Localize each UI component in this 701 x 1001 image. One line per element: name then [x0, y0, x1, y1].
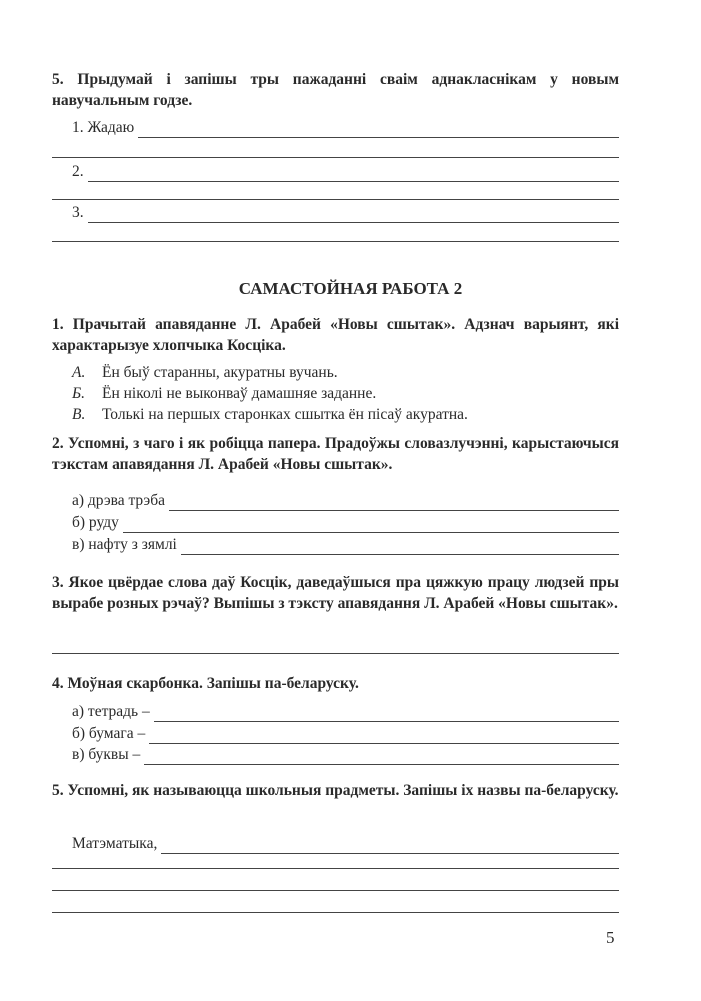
answer-line[interactable]	[52, 868, 619, 869]
answer-row-2	[72, 162, 619, 182]
answer-line[interactable]	[144, 748, 619, 765]
answer-label: Матэматыка,	[72, 835, 158, 852]
task-5-subjects: 5. Успомні, як называюцца школьныя прадметы. Запішы іх назвы па-беларуску.	[52, 782, 619, 799]
answer-line[interactable]	[52, 653, 619, 654]
answer-row	[72, 535, 619, 555]
answer-row	[72, 702, 619, 722]
option-key: А.	[72, 364, 86, 381]
answer-line[interactable]	[154, 705, 619, 722]
answer-line[interactable]	[52, 912, 619, 913]
option-b[interactable]	[72, 384, 376, 404]
answer-row-3	[72, 203, 619, 223]
page-number: 5	[606, 928, 615, 947]
option-c[interactable]	[72, 405, 468, 425]
answer-row	[72, 834, 619, 854]
answer-line[interactable]	[52, 890, 619, 891]
answer-row	[72, 745, 619, 765]
answer-label: 2.	[72, 163, 84, 180]
task-3: 3. Якое цвёрдае слова даў Косцік, даведаўшыся пра цяжкую працу людзей пры вырабе розных рэчаў? Выпішы з тэксту апавядання Л. Арабей «Новы сшытак».	[52, 574, 619, 612]
answer-line[interactable]	[123, 516, 619, 533]
option-key: Б.	[72, 385, 86, 402]
answer-label: б) бумага –	[72, 725, 146, 742]
answer-label: а) тетрадь –	[72, 703, 150, 720]
answer-line[interactable]	[169, 494, 619, 511]
option-text: Ён быў стаpанны, акуратны вучань.	[102, 364, 338, 381]
answer-row	[72, 724, 619, 744]
option-key: В.	[72, 406, 86, 423]
answer-row	[72, 513, 619, 533]
answer-line[interactable]	[138, 121, 619, 138]
task-2: 2. Успомні, з чаго і як робіцца папера. Прадоўжы словазлучэнні, карыстаючыся тэкстам апавядання Л. Арабей «Новы сшытак».	[52, 435, 619, 473]
option-a[interactable]	[72, 363, 338, 383]
answer-line[interactable]	[52, 241, 619, 242]
answer-line[interactable]	[149, 727, 619, 744]
answer-row	[72, 491, 619, 511]
answer-line[interactable]	[52, 157, 619, 158]
answer-line[interactable]	[88, 165, 619, 182]
answer-label: 3.	[72, 204, 84, 221]
answer-line[interactable]	[181, 538, 619, 555]
answer-line[interactable]	[52, 199, 619, 200]
answer-row-1	[72, 118, 619, 138]
task-5-wishes: 5. Прыдумай і запішы тры пажаданні сваім аднакласнікам у новым навучальным годзе.	[52, 71, 619, 109]
answer-label: 1. Жадаю	[72, 119, 135, 136]
option-text: Ён ніколі не выконваў дамашняе заданне.	[102, 385, 377, 402]
answer-label: в) нафту з зямлі	[72, 536, 177, 553]
answer-label: в) буквы –	[72, 746, 141, 763]
task-4: 4. Моўная скарбонка. Запішы па-беларуску.	[52, 675, 359, 692]
task-1: 1. Прачытай апавяданне Л. Арабей «Новы сшытак». Адзнач варыянт, які характарызуе хлопчыка Косціка.	[52, 316, 619, 354]
answer-line[interactable]	[161, 837, 619, 854]
answer-label: б) руду	[72, 514, 119, 531]
section-title: САМАСТОЙНАЯ РАБОТА 2	[238, 279, 463, 298]
answer-line[interactable]	[88, 206, 619, 223]
option-text: Толькі на першых старонках сшытка ён пісаў акуратна.	[102, 406, 468, 423]
answer-label: а) дрэва трэба	[72, 492, 165, 509]
